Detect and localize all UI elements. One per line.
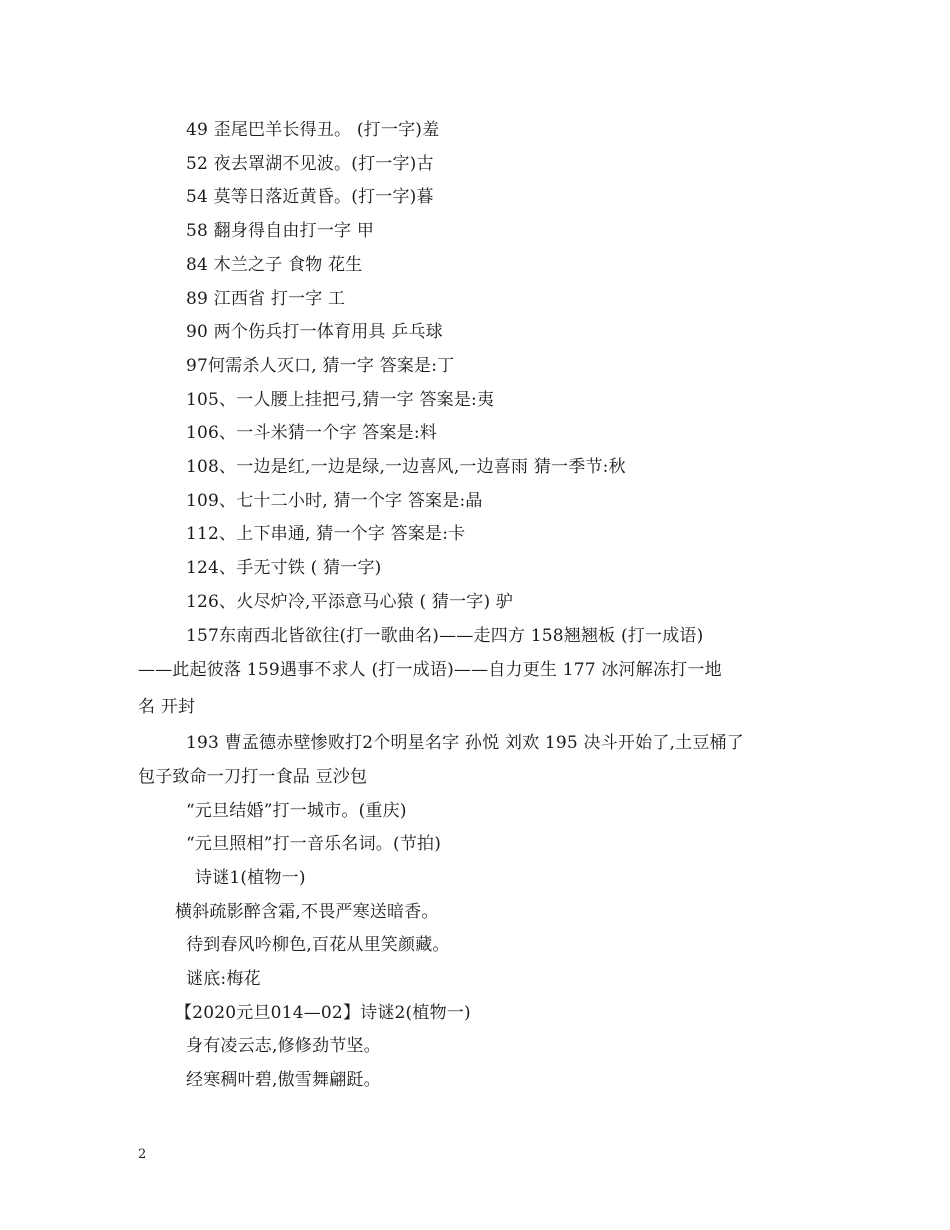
text-line: 54 莫等日落近黄昏。(打一字)暮 [186, 187, 434, 207]
text-line: 包子致命一刀打一食品 豆沙包 [138, 767, 368, 787]
text-line: 84 木兰之子 食物 花生 [186, 255, 363, 275]
text-line: 身有凌云志,修修劲节坚。 [186, 1036, 381, 1056]
text-line: 157东南西北皆欲往(打一歌曲名)——走四方 158翘翘板 (打一成语) [186, 626, 704, 646]
text-line: 106、一斗米猜一个字 答案是:料 [186, 423, 437, 443]
text-line: 名 开封 [138, 697, 196, 717]
text-line: 诗谜1(植物一) [195, 868, 306, 888]
text-line: 126、火尽炉冷,平添意马心猿 ( 猜一字) 驴 [186, 592, 514, 612]
text-line: 横斜疏影醉含霜,不畏严寒送暗香。 [175, 902, 439, 922]
text-line: 经寒稠叶碧,傲雪舞翩跹。 [186, 1070, 381, 1090]
text-line: 108、一边是红,一边是绿,一边喜风,一边喜雨 猜一季节:秋 [186, 457, 626, 477]
text-line: 谜底:梅花 [186, 969, 261, 989]
text-line: 49 歪尾巴羊长得丑。 (打一字)羞 [186, 120, 440, 140]
text-line: 105、一人腰上挂把弓,猜一字 答案是:夷 [186, 390, 495, 410]
text-line: “元旦照相”打一音乐名词。(节拍) [186, 834, 442, 854]
text-line: 89 江西省 打一字 工 [186, 289, 346, 309]
page-number: 2 [138, 1147, 147, 1162]
text-line: 97何需杀人灭口, 猜一字 答案是:丁 [186, 356, 455, 376]
text-line: 90 两个伤兵打一体育用具 乒乓球 [186, 322, 443, 342]
text-line: 待到春风吟柳色,百花从里笑颜藏。 [186, 935, 450, 955]
text-line: 124、手无寸铁 ( 猜一字) [186, 558, 382, 578]
text-line: 109、七十二小时, 猜一个字 答案是:晶 [186, 491, 483, 511]
text-line: 58 翻身得自由打一字 甲 [186, 221, 375, 241]
text-line: 112、上下串通, 猜一个字 答案是:卡 [186, 524, 466, 544]
text-line: ——此起彼落 159遇事不求人 (打一成语)——自力更生 177 冰河解冻打一地 [138, 660, 722, 680]
text-line: “元旦结婚”打一城市。(重庆) [186, 801, 407, 821]
text-line: 52 夜去罩湖不见波。(打一字)古 [186, 154, 434, 174]
text-line: 193 曹孟德赤壁惨败打2个明星名字 孙悦 刘欢 195 决斗开始了,土豆桶了 [186, 733, 744, 753]
text-line: 【2020元旦014—02】诗谜2(植物一) [175, 1003, 471, 1023]
